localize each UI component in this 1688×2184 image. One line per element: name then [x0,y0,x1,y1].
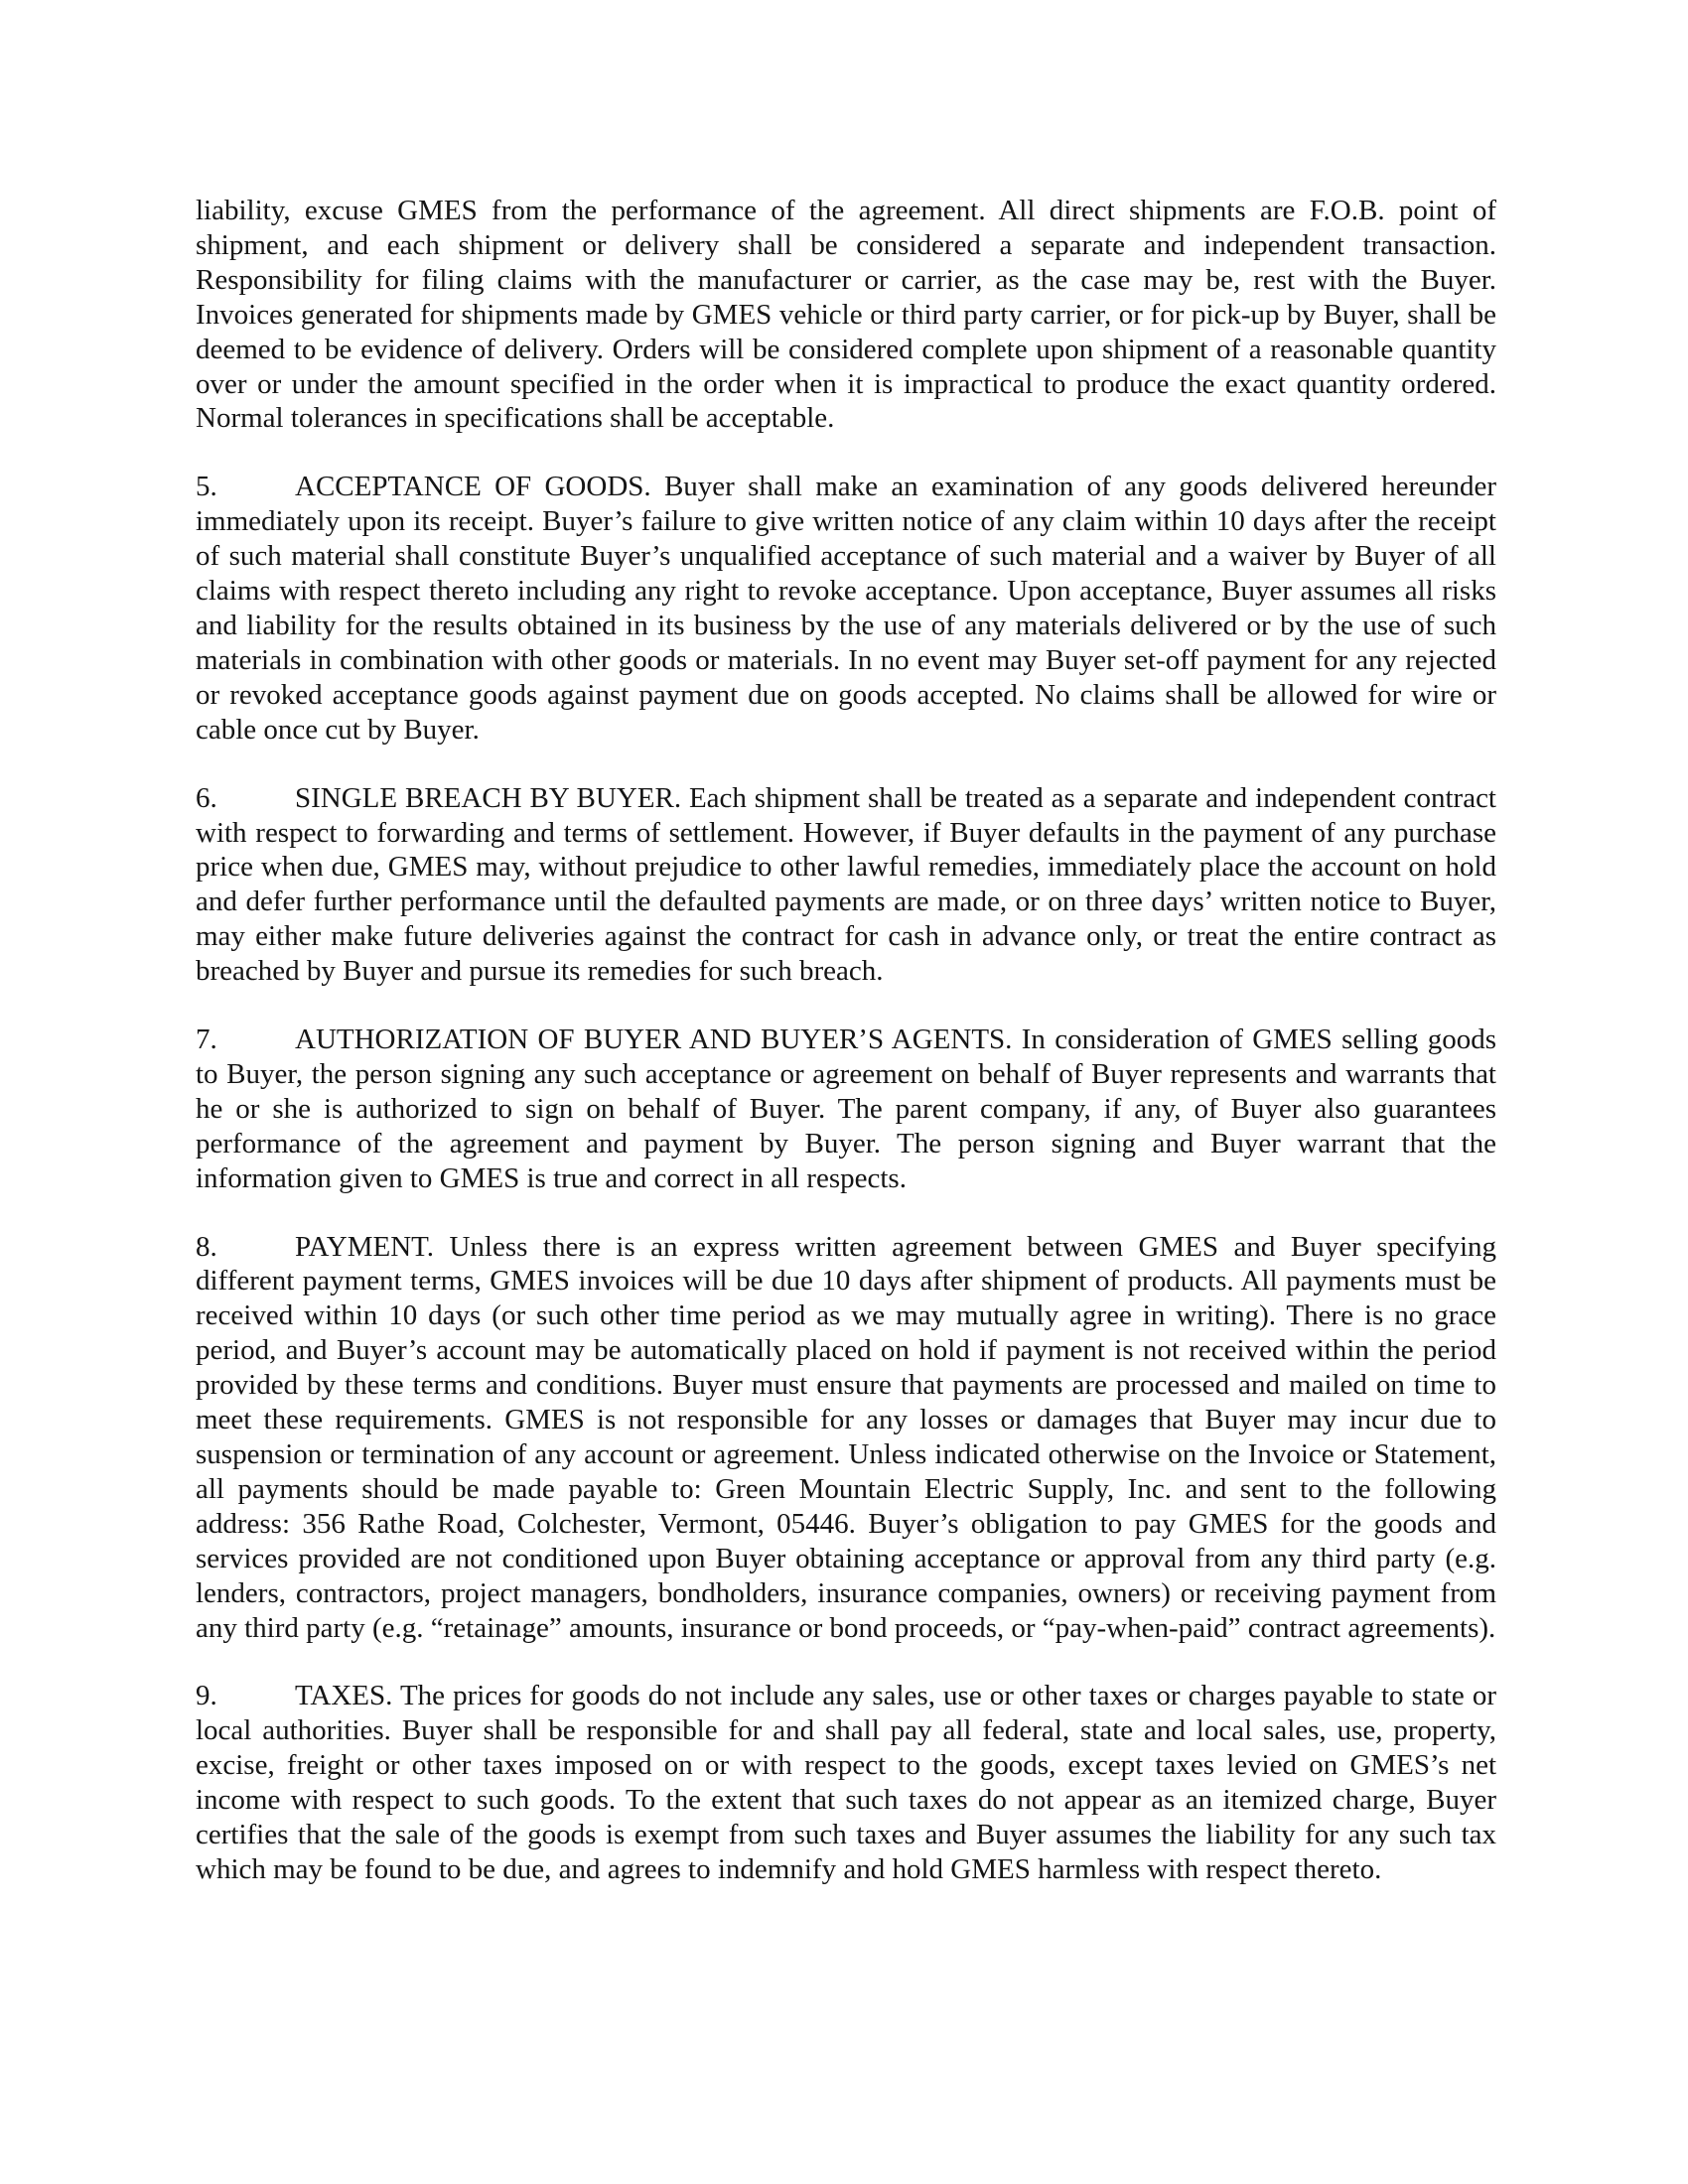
section-number: 8. [196,1230,217,1263]
section-text: Each shipment shall be treated as a separate and independent contract with respect to forwarding and terms of settlement. However, if Buyer defaults in the payment of any purchase price when due, GMES may, without prejudice to other lawful remedies, immediately place the account on hold and defer further performance until the defaulted payments are made, or on three days’ written notice to Buyer, may either make future deliveries against the contract for cash in advance only, or treat the entire contract as breached by Buyer and pursue its remedies for such breach. [196,781,1496,988]
section-text: In consideration of GMES selling goods to Buyer, the person signing any such acceptance or agreement on behalf of Buyer represents and warrants that he or she is authorized to sign on behalf of Buyer. The parent company, if any, of Buyer also guarantees performance of the agreement and payment by Buyer. The person signing and Buyer warrant that the information given to GMES is true and correct in all respects. [196,1024,1496,1194]
paragraph-text: liability, excuse GMES from the performance of the agreement. All direct shipments are F.O.B. point of shipment, and each shipment or delivery shall be considered a separate and independent transaction. Responsibility for filing claims with the manufacturer or carrier, as the case may be, rest with the Buyer. Invoices generated for shipments made by GMES vehicle or third party carrier, or for pick-up by Buyer, shall be deemed to be evidence of delivery. Orders will be considered complete upon shipment of a reasonable quantity over or under the amount specified in the order when it is impractical to produce the exact quantity ordered. Normal tolerances in specifications shall be acceptable. [196,195,1496,435]
section-text: Buyer shall make an examination of any goods delivered hereunder immediately upon its receipt. Buyer’s failure to give written notice of any claim within 10 days after the receipt of such material shall constitute Buyer’s unqualified acceptance of such material and a waiver by Buyer of all claims with respect thereto including any right to revoke acceptance. Upon acceptance, Buyer assumes all risks and liability for the results obtained in its business by the use of any materials delivered or by the use of such materials in combination with other goods or materials. In no event may Buyer set-off payment for any rejected or revoked acceptance goods against payment due on goods accepted. No claims shall be allowed for wire or cable once cut by Buyer. [196,471,1496,746]
section-heading: ACCEPTANCE OF GOODS. [295,471,651,503]
section-heading: TAXES. [295,1680,393,1712]
section-6-single-breach [196,781,1496,989]
section-8-payment [196,1230,1496,1646]
section-number: 9. [196,1680,217,1712]
section-heading: AUTHORIZATION OF BUYER AND BUYER’S AGENTS. [295,1024,1013,1056]
section-text: Unless there is an express written agreement between GMES and Buyer specifying different payment terms, GMES invoices will be due 10 days after shipment of products. All payments must be received within 10 days (or such other time period as we may mutually agree in writing). There is no grace period, and Buyer’s account may be automatically placed on hold if payment is not received within the period provided by these terms and conditions. Buyer must ensure that payments are processed and mailed on time to meet these requirements. GMES is not responsible for any losses or damages that Buyer may incur due to suspension or termination of any account or agreement. Unless indicated otherwise on the Invoice or Statement, all payments should be made payable to: Green Mountain Electric Supply, Inc. and sent to the following address: 356 Rathe Road, Colchester, Vermont, 05446. Buyer’s obligation to pay GMES for the goods and services provided are not conditioned upon Buyer obtaining acceptance or approval from any third party (e.g. lenders, contractors, project managers, bondholders, insurance companies, owners) or receiving payment from any third party (e.g. “retainage” amounts, insurance or bond proceeds, or “pay-when-paid” contract agreements). [196,1230,1497,1644]
section-heading: PAYMENT. [295,1230,434,1263]
section-9-taxes [196,1679,1496,1886]
section-number: 6. [196,781,217,814]
section-number: 7. [196,1024,217,1056]
section-number: 5. [196,471,217,503]
section-5-acceptance-of-goods [196,470,1496,747]
section-text: The prices for goods do not include any sales, use or other taxes or charges payable to state or local authorities. Buyer shall be responsible for and shall pay all federal, state and local sales, use, property, excise, freight or other taxes imposed on or with respect to the goods, except taxes levied on GMES’s net income with respect to such goods. To the extent that such taxes do not appear as an itemized charge, Buyer certifies that the sale of the goods is exempt from such taxes and Buyer assumes the liability for any such tax which may be found to be due, and agrees to indemnify and hold GMES harmless with respect thereto. [196,1680,1496,1885]
paragraph-continuation [196,194,1496,436]
section-7-authorization [196,1023,1496,1196]
section-heading: SINGLE BREACH BY BUYER. [295,781,682,814]
document-page [196,194,1496,1921]
